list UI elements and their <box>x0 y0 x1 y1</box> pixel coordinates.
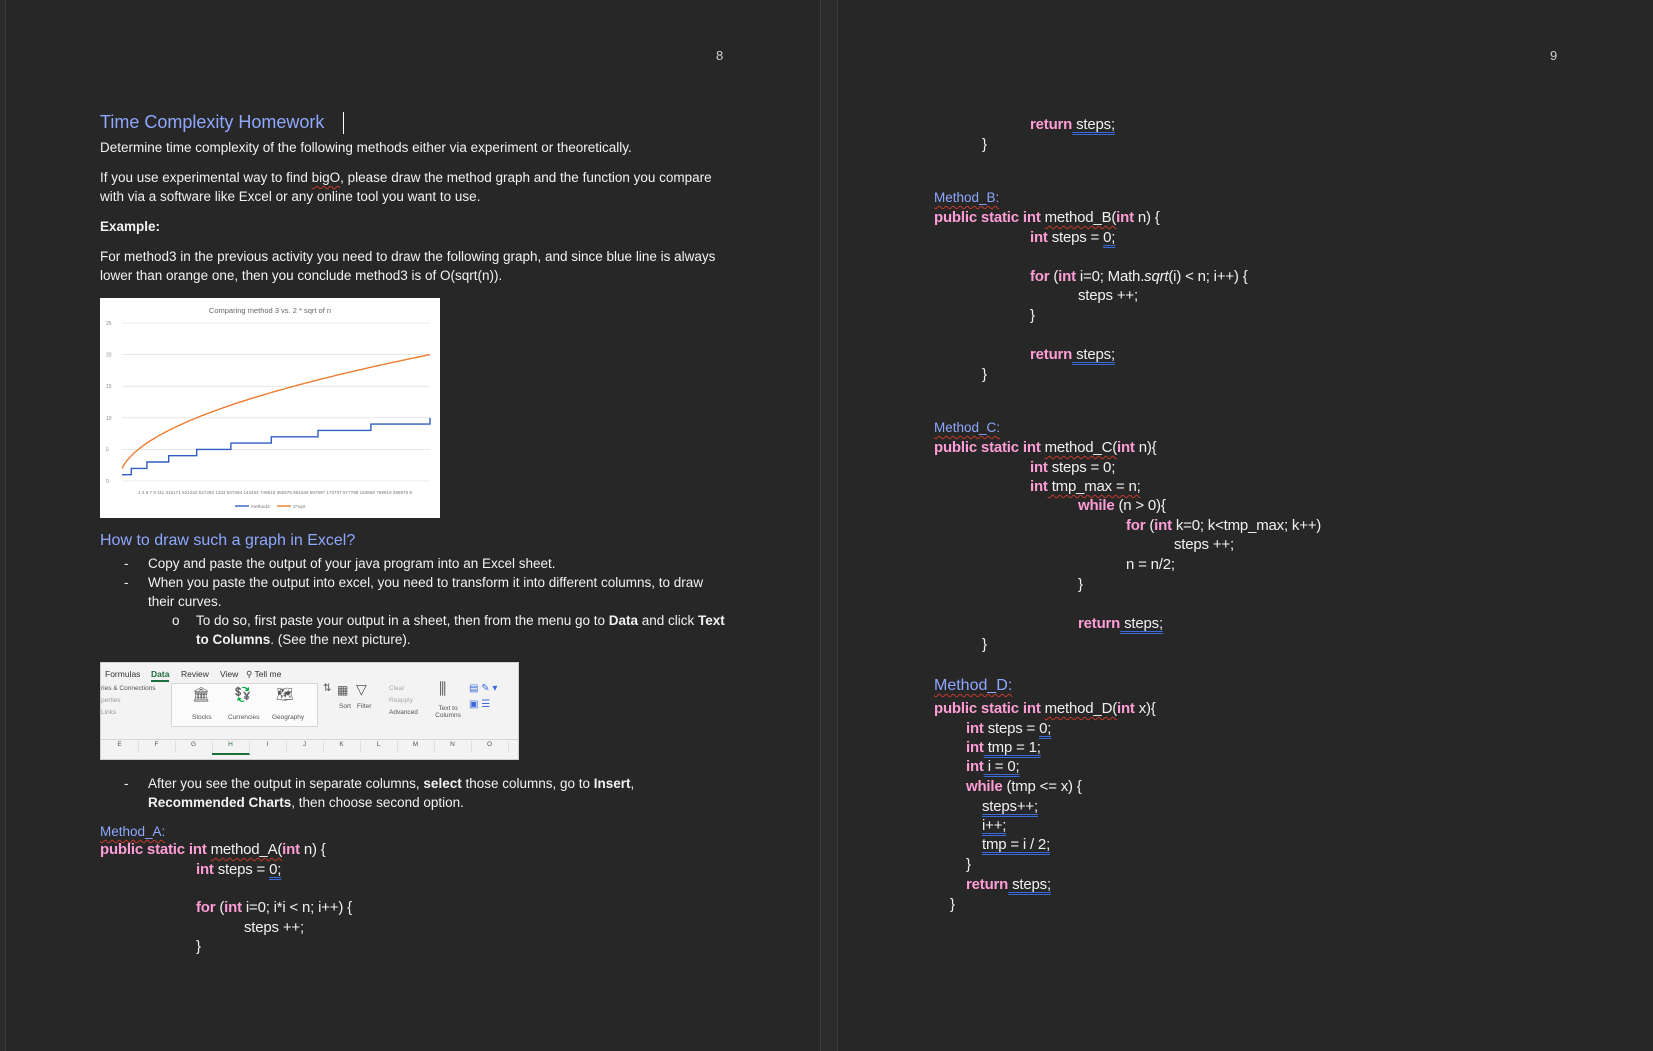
code-part: (tmp <= x) { <box>1002 778 1082 795</box>
bullet-dash: - <box>124 776 129 791</box>
bullet-2-line2: their curves. <box>148 594 222 609</box>
method-c-steps-inc: steps ++; <box>1174 536 1234 553</box>
code-part: steps; <box>1072 346 1115 363</box>
code-part: tmp = 1; <box>983 739 1041 756</box>
reapply-label: Reapply <box>389 697 413 704</box>
return-line <box>1078 615 1163 632</box>
paragraph-1 <box>100 170 712 185</box>
legend-label: 2*sqrt <box>293 505 306 510</box>
excel-ribbon-image <box>100 662 519 760</box>
keyword: int <box>1030 229 1048 246</box>
column-header: G <box>175 741 213 753</box>
column-header: K <box>323 741 361 753</box>
column-header: H <box>212 741 250 755</box>
keyword: int <box>224 899 242 916</box>
column-header: F <box>138 741 176 753</box>
method-c-steps-init <box>1030 459 1115 476</box>
tell-me-label: Tell me <box>254 669 282 679</box>
text-word: Text <box>698 613 725 628</box>
closing-brace: } <box>1078 576 1083 593</box>
flash-fill-icon: ▤ ✎ ▾ <box>469 683 498 694</box>
method-c-halve: n = n/2; <box>1126 556 1175 573</box>
sort-label: Sort <box>339 703 351 710</box>
method-c-tmp-max <box>1030 478 1141 495</box>
keyword: int <box>282 841 300 858</box>
sub-bullet-part: and click <box>638 613 699 628</box>
column-header: M <box>397 741 435 753</box>
return-line <box>1030 116 1115 133</box>
embedded-chart[interactable] <box>100 298 440 518</box>
page-number: 9 <box>1550 48 1558 63</box>
data-types-group <box>171 683 318 727</box>
data-tools-icon: ▣ ☰ <box>469 699 491 710</box>
code-part: 0; <box>269 861 282 878</box>
closing-brace: } <box>982 366 987 383</box>
document-page-9 <box>837 0 1653 1051</box>
keyword: for <box>1126 517 1146 534</box>
chart-series <box>122 355 430 475</box>
chart-x-ticks: 1 3 5 7 9 111 315171 921232 527293 1333 537384 143454 749515 355575 961636 567697 173737 577798 183858 789919 395979 9 <box>138 490 412 495</box>
filter-icon: ▽ <box>356 681 367 697</box>
bigo-word: bigO <box>311 170 341 185</box>
method-b-steps-init <box>1030 229 1115 246</box>
data-menu-word: Data <box>608 613 639 628</box>
method-d-tmp-div: tmp = i / 2; <box>982 836 1051 853</box>
tab-view: View <box>220 669 239 679</box>
bullet-3-line1 <box>148 776 634 791</box>
method-d-label: Method_D: <box>934 677 1013 694</box>
method-d-i <box>966 758 1019 775</box>
y-tick-label: 25 <box>106 321 112 327</box>
bullet-3-part: , <box>630 776 635 791</box>
code-part: n){ <box>1134 439 1157 456</box>
keyword: public static int <box>934 700 1041 717</box>
sub-bullet-part: To do so, first paste your output in a sheet, then from the menu go to <box>196 613 609 628</box>
method-name: method_A( <box>210 841 283 858</box>
bullet-3-line2 <box>148 795 464 810</box>
column-header: O <box>471 741 509 753</box>
method-c-for <box>1126 517 1321 534</box>
method-name: method_D( <box>1044 700 1117 717</box>
keyword: return <box>1030 116 1073 133</box>
keyword: int <box>1117 439 1135 456</box>
tab-formulas: Formulas <box>105 669 141 679</box>
keyword: public static int <box>934 439 1041 456</box>
keyword: int <box>1058 268 1076 285</box>
paragraph-2-line2: lower than orange one, then you conclude method3 is of O(sqrt(n)). <box>100 268 503 283</box>
method-a-signature <box>100 841 326 858</box>
chart-svg <box>100 298 440 518</box>
keyword: public static int <box>100 841 207 858</box>
geography-label: Geography <box>272 714 305 721</box>
code-part: ( <box>1145 517 1155 534</box>
sub-bullet-line2 <box>196 632 411 647</box>
code-part: sqrt <box>1144 268 1169 285</box>
queries-connections: ries & Connections <box>101 685 156 692</box>
method-b-steps-inc: steps ++; <box>1078 287 1138 304</box>
bullet-3-part: After you see the output in separate columns, <box>148 776 424 791</box>
keyword: int <box>1116 209 1134 226</box>
code-part: ( <box>1049 268 1059 285</box>
keyword: int <box>1030 459 1048 476</box>
method-d-signature <box>934 700 1156 717</box>
closing-brace: } <box>982 136 987 153</box>
filter-label: Filter <box>357 703 372 710</box>
advanced-label: Advanced <box>389 709 418 716</box>
method-c-label: Method_C: <box>934 420 1001 435</box>
method-name: method_B( <box>1044 209 1117 226</box>
code-part: i=0; i*i < n; i++) { <box>241 899 352 916</box>
code-part: steps = <box>1047 229 1104 246</box>
legend-label: method3 <box>251 505 270 510</box>
method-a-steps-init <box>196 861 281 878</box>
code-part: n) { <box>299 841 326 858</box>
properties: perties <box>101 697 121 704</box>
y-tick-label: 0 <box>106 479 109 485</box>
code-part: steps; <box>1072 116 1115 133</box>
method-a-label: Method_A: <box>100 824 166 839</box>
paragraph-1-line2: with via a software like Excel or any online tool you want to use. <box>100 189 481 204</box>
keyword: public static int <box>934 209 1041 226</box>
code-part: 0; <box>1103 229 1116 246</box>
method-d-tmp <box>966 739 1041 756</box>
paragraph-1-part: If you use experimental way to find <box>100 170 312 185</box>
bullet-2-line1: When you paste the output into excel, you need to transform it into different columns, to draw <box>148 575 704 590</box>
keyword: int <box>1154 517 1172 534</box>
column-header: N <box>434 741 472 753</box>
bullet-dash: - <box>124 575 129 590</box>
map-icon: 🗺 <box>276 686 294 702</box>
text-to-columns-icon: ⫼ <box>439 681 447 698</box>
code-part: 0; <box>1039 720 1052 737</box>
intro-text: Determine time complexity of the following methods either via experiment or theoretically. <box>100 140 632 155</box>
keyword: int <box>966 758 984 775</box>
document-page-8 <box>5 0 821 1051</box>
column-header: L <box>360 741 398 753</box>
code-part: i=0; Math. <box>1075 268 1145 285</box>
insert-word: Insert <box>593 776 631 791</box>
closing-brace: } <box>982 636 987 653</box>
keyword: while <box>966 778 1003 795</box>
sub-bullet-part: . (See the next picture). <box>270 632 411 647</box>
method-c-while <box>1078 497 1166 514</box>
return-line <box>1030 346 1115 363</box>
series-line-2-sqrt <box>122 355 430 469</box>
series-line-method3 <box>122 418 430 475</box>
y-tick-label: 5 <box>106 447 109 454</box>
stocks-label: Stocks <box>192 714 212 721</box>
column-header: I <box>249 741 287 753</box>
chart-title: Comparing method 3 vs. 2 * sqrt of n <box>208 306 332 315</box>
keyword: int <box>966 720 984 737</box>
chart-legend <box>235 504 306 510</box>
code-part: steps = 0; <box>1047 459 1116 476</box>
method-b-for <box>1030 268 1248 285</box>
return-line <box>966 876 1051 893</box>
method-b-label: Method_B: <box>934 190 1000 205</box>
method-a-steps-inc: steps ++; <box>244 919 304 936</box>
links: Links <box>101 709 117 716</box>
keyword: int <box>196 861 214 878</box>
sort-icon: ▦ <box>337 683 349 697</box>
keyword: while <box>1078 497 1115 514</box>
bullet-3-part: those columns, go to <box>461 776 594 791</box>
sub-bullet-line1 <box>196 613 725 628</box>
code-part: i = 0; <box>983 758 1020 775</box>
bullet-1-text: Copy and paste the output of your java program into an Excel sheet. <box>148 556 556 571</box>
method-a-for <box>196 899 352 916</box>
method-d-while <box>966 778 1082 795</box>
lightbulb-icon: ⚲ <box>246 669 255 679</box>
code-part: steps = <box>213 861 270 878</box>
code-part: tmp_max = n; <box>1047 478 1141 495</box>
sort-az-icon: ⇅ <box>323 683 332 694</box>
closing-brace: } <box>196 938 201 955</box>
currency-icon: 💱 <box>234 686 252 702</box>
keyword: return <box>1078 615 1121 632</box>
code-part: x){ <box>1134 700 1156 717</box>
y-tick-label: 15 <box>106 384 112 391</box>
recommended-charts-word: Recommended Charts <box>148 795 292 810</box>
keyword: for <box>1030 268 1050 285</box>
bullet-3-part: , then choose second option. <box>291 795 464 810</box>
code-part: steps; <box>1008 876 1051 893</box>
paragraph-1-part: , please draw the method graph and the function you compare <box>340 170 712 185</box>
y-tick-label: 10 <box>106 415 112 422</box>
paragraph-2-line1: For method3 in the previous activity you need to draw the following graph, and since blue line is always <box>100 249 716 264</box>
keyword: int <box>966 739 984 756</box>
column-header: J <box>286 741 324 753</box>
text-cursor <box>343 112 344 134</box>
divider <box>101 739 518 740</box>
keyword: return <box>966 876 1009 893</box>
code-part: ( <box>215 899 225 916</box>
code-part: steps = <box>983 720 1040 737</box>
keyword: return <box>1030 346 1073 363</box>
method-b-signature <box>934 209 1160 226</box>
how-to-heading: How to draw such a graph in Excel? <box>100 532 356 549</box>
code-part: steps; <box>1120 615 1163 632</box>
code-part: (i) < n; i++) { <box>1168 268 1248 285</box>
code-part: (n > 0){ <box>1114 497 1166 514</box>
bullet-dash: - <box>124 556 129 571</box>
tab-data: Data <box>151 669 169 682</box>
bank-icon: 🏛 <box>192 686 210 702</box>
y-tick-label: 20 <box>106 352 112 359</box>
closing-brace: } <box>966 856 971 873</box>
clear-label: Clear <box>389 685 405 692</box>
column-header: E <box>101 741 139 753</box>
code-part: n) { <box>1133 209 1160 226</box>
tab-tell-me <box>246 669 281 680</box>
closing-brace: } <box>950 896 955 913</box>
chart-grid <box>106 321 430 485</box>
tab-review: Review <box>181 669 209 679</box>
method-c-signature <box>934 439 1156 456</box>
currencies-label: Currencies <box>228 714 260 721</box>
sub-bullet-marker: o <box>172 613 180 628</box>
text-to-columns-label: Text to Columns <box>435 705 461 719</box>
method-d-steps-inc: steps++; <box>982 798 1038 815</box>
keyword: int <box>1117 700 1135 717</box>
to-columns-word: to Columns <box>196 632 271 647</box>
keyword: for <box>196 899 216 916</box>
page-number: 8 <box>716 48 724 63</box>
closing-brace: } <box>1030 307 1035 324</box>
keyword: int <box>1030 478 1048 495</box>
method-name: method_C( <box>1044 439 1117 456</box>
example-label: Example: <box>100 219 161 234</box>
select-word: select <box>423 776 462 791</box>
method-d-i-inc: i++; <box>982 817 1007 834</box>
method-d-steps-init <box>966 720 1051 737</box>
code-part: k=0; k<tmp_max; k++) <box>1171 517 1322 534</box>
document-title[interactable]: Time Complexity Homework <box>100 112 325 132</box>
